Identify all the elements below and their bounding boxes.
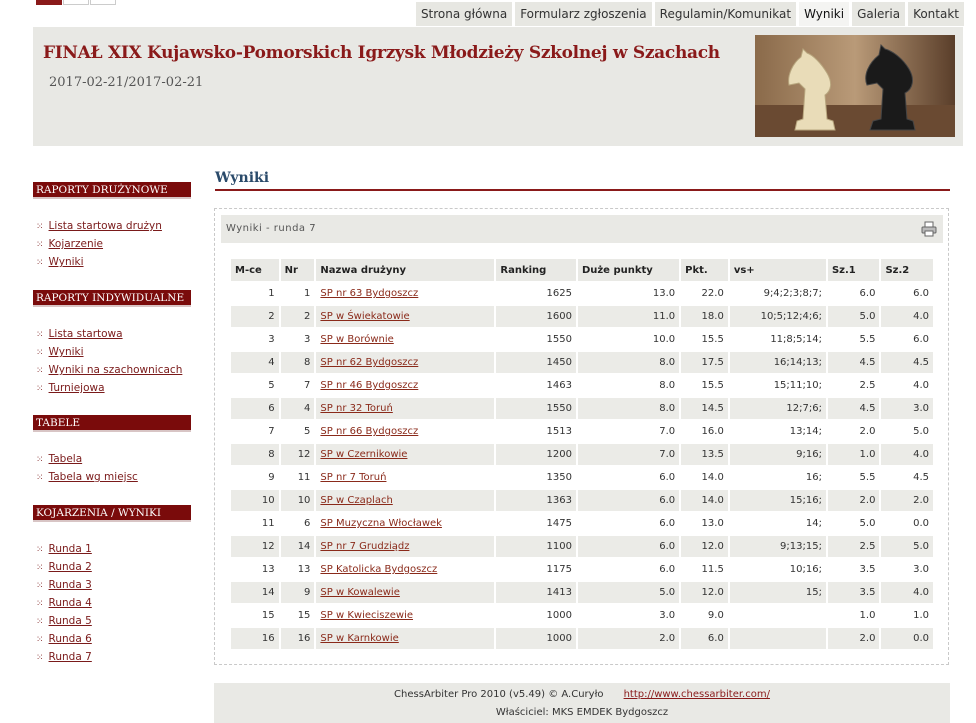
table-row [231, 465, 935, 488]
site-dates: 2017-02-21/2017-02-21 [49, 75, 204, 90]
table-cell: 2.0 [828, 626, 881, 649]
top-square-2 [63, 0, 89, 5]
table-cell: 4 [231, 350, 281, 373]
table-cell: 12;7;6; [730, 396, 828, 419]
table-cell: 6.0 [578, 488, 681, 511]
sidebar-list [36, 450, 138, 486]
nav-tab[interactable]: Formularz zgłoszenia [515, 2, 651, 26]
table-cell: 4.5 [828, 350, 881, 373]
team-cell [316, 603, 496, 626]
team-link[interactable]: SP nr 7 Toruń [320, 472, 387, 483]
team-link[interactable]: SP w Borównie [320, 334, 394, 345]
sidebar-item[interactable] [36, 594, 92, 612]
bullet-icon: ⁙ [36, 455, 44, 465]
table-cell: 1463 [496, 373, 578, 396]
table-cell: 1475 [496, 511, 578, 534]
table-cell: 1.0 [828, 603, 881, 626]
team-link[interactable]: SP Katolicka Bydgoszcz [320, 564, 438, 575]
sidebar-section-title: TABELE [33, 415, 191, 432]
table-cell: 13 [281, 557, 317, 580]
table-cell: 2 [231, 304, 281, 327]
sidebar-item-label[interactable]: Turniejowa [48, 382, 105, 394]
team-cell [316, 465, 496, 488]
table-cell: 14 [231, 580, 281, 603]
table-cell: 2 [281, 304, 317, 327]
table-cell: 10.0 [578, 327, 681, 350]
table-cell: 1000 [496, 603, 578, 626]
team-cell [316, 304, 496, 327]
table-cell: 8 [231, 442, 281, 465]
table-row [231, 511, 935, 534]
top-navigation [416, 2, 964, 26]
team-link[interactable]: SP nr 63 Bydgoszcz [320, 288, 419, 299]
table-cell: 4.0 [881, 580, 935, 603]
table-cell: 22.0 [681, 281, 730, 304]
footer-link[interactable]: http://www.chessarbiter.com/ [623, 689, 770, 700]
table-cell: 1413 [496, 580, 578, 603]
sidebar-item[interactable] [36, 361, 182, 379]
bullet-icon: ⁙ [36, 581, 44, 591]
sidebar-item[interactable] [36, 325, 182, 343]
printer-icon[interactable] [921, 221, 937, 237]
table-cell: 1100 [496, 534, 578, 557]
column-header: vs+ [730, 259, 828, 281]
table-cell: 9;13;15; [730, 534, 828, 557]
sidebar-item-label[interactable]: Kojarzenie [48, 238, 104, 250]
table-cell: 6.0 [828, 281, 881, 304]
table-cell: 9 [281, 580, 317, 603]
bullet-icon: ⁙ [36, 240, 44, 250]
sidebar-item[interactable] [36, 612, 92, 630]
table-cell: 10;5;12;4;6; [730, 304, 828, 327]
table-cell: 3.5 [828, 580, 881, 603]
table-cell: 3 [281, 327, 317, 350]
sidebar-item[interactable] [36, 540, 92, 558]
column-header: Sz.1 [828, 259, 881, 281]
bullet-icon: ⁙ [36, 617, 44, 627]
table-cell: 6.0 [881, 327, 935, 350]
column-header: Sz.2 [881, 259, 935, 281]
team-cell [316, 442, 496, 465]
table-cell: 6 [231, 396, 281, 419]
footer-credit: ChessArbiter Pro 2010 (v5.49) © A.Curyło [394, 689, 604, 700]
nav-tab[interactable]: Kontakt [908, 2, 964, 26]
table-cell: 1550 [496, 327, 578, 350]
sidebar-item-label[interactable]: Runda 7 [48, 651, 92, 663]
table-cell: 12.0 [681, 534, 730, 557]
sidebar-item[interactable] [36, 558, 92, 576]
sidebar-item[interactable] [36, 648, 92, 666]
table-cell: 3 [231, 327, 281, 350]
table-cell: 16 [231, 626, 281, 649]
table-row [231, 304, 935, 327]
table-cell: 13 [231, 557, 281, 580]
table-cell: 3.0 [881, 396, 935, 419]
table-cell: 2.0 [828, 419, 881, 442]
table-row [231, 626, 935, 649]
table-cell: 1200 [496, 442, 578, 465]
table-row [231, 442, 935, 465]
table-cell: 4 [281, 396, 317, 419]
team-cell [316, 580, 496, 603]
sidebar-item-label[interactable]: Wyniki [48, 346, 84, 358]
team-link[interactable]: SP nr 62 Bydgoszcz [320, 357, 419, 368]
table-cell: 16.0 [681, 419, 730, 442]
sidebar-section-title: RAPORTY DRUŻYNOWE [33, 182, 191, 199]
table-row [231, 488, 935, 511]
column-header: Nr [281, 259, 317, 281]
table-cell: 1350 [496, 465, 578, 488]
title-divider [215, 189, 950, 191]
sidebar-item[interactable] [36, 630, 92, 648]
table-cell: 12 [231, 534, 281, 557]
table-cell: 3.0 [881, 557, 935, 580]
team-link[interactable]: SP nr 66 Bydgoszcz [320, 426, 419, 437]
team-link[interactable]: SP w Świekatowie [320, 311, 410, 322]
sidebar-item-label[interactable]: Runda 1 [48, 543, 92, 555]
top-square-1 [36, 0, 62, 5]
table-row [231, 557, 935, 580]
table-cell: 2.5 [828, 373, 881, 396]
table-cell: 3.5 [828, 557, 881, 580]
table-cell: 8.0 [578, 396, 681, 419]
table-cell: 5.0 [578, 580, 681, 603]
table-cell: 6.0 [578, 557, 681, 580]
team-cell [316, 350, 496, 373]
table-cell: 13.5 [681, 442, 730, 465]
table-cell: 4.0 [881, 373, 935, 396]
panel-header [221, 215, 943, 243]
team-cell [316, 396, 496, 419]
sidebar-section-title: RAPORTY INDYWIDUALNE [33, 290, 191, 307]
table-row [231, 603, 935, 626]
nav-tab[interactable]: Regulamin/Komunikat [655, 2, 796, 26]
table-row [231, 580, 935, 603]
table-cell: 11 [231, 511, 281, 534]
team-link[interactable]: SP nr 7 Grudziądz [320, 541, 410, 552]
table-cell: 15;16; [730, 488, 828, 511]
table-cell: 2.0 [578, 626, 681, 649]
table-cell: 2.0 [828, 488, 881, 511]
sidebar-section-title: KOJARZENIA / WYNIKI [33, 505, 191, 522]
sidebar-item[interactable] [36, 576, 92, 594]
sidebar-item-label[interactable]: Runda 2 [48, 561, 92, 573]
team-link[interactable]: SP w Kwieciszewie [320, 610, 413, 621]
table-cell: 5 [281, 419, 317, 442]
sidebar-item-label[interactable]: Runda 6 [48, 633, 92, 645]
team-cell [316, 534, 496, 557]
table-cell: 0.0 [881, 511, 935, 534]
table-cell: 6.0 [578, 465, 681, 488]
table-cell: 18.0 [681, 304, 730, 327]
bullet-icon: ⁙ [36, 330, 44, 340]
table-cell: 8 [281, 350, 317, 373]
table-cell: 1 [231, 281, 281, 304]
top-square-3 [90, 0, 116, 5]
team-cell [316, 419, 496, 442]
table-cell: 7.0 [578, 419, 681, 442]
table-cell: 5.5 [828, 465, 881, 488]
column-header: Nazwa drużyny [316, 259, 496, 281]
table-cell: 15; [730, 580, 828, 603]
table-cell: 6.0 [578, 534, 681, 557]
table-cell [730, 603, 828, 626]
team-link[interactable]: SP w Czaplach [320, 495, 393, 506]
table-cell: 6.0 [881, 281, 935, 304]
table-cell: 15 [231, 603, 281, 626]
table-cell: 1000 [496, 626, 578, 649]
page-header [33, 27, 963, 146]
table-cell: 6.0 [578, 511, 681, 534]
table-cell: 17.5 [681, 350, 730, 373]
table-cell: 8.0 [578, 350, 681, 373]
table-cell: 16;14;13; [730, 350, 828, 373]
table-cell: 13.0 [578, 281, 681, 304]
table-cell: 1600 [496, 304, 578, 327]
table-cell: 2.0 [881, 488, 935, 511]
table-cell: 14; [730, 511, 828, 534]
table-cell: 3.0 [578, 603, 681, 626]
bullet-icon: ⁙ [36, 348, 44, 358]
sidebar-item[interactable] [36, 253, 162, 271]
results-panel [214, 208, 949, 665]
nav-tab[interactable]: Galeria [852, 2, 905, 26]
table-cell: 7 [281, 373, 317, 396]
table-cell: 4.0 [881, 442, 935, 465]
team-cell [316, 281, 496, 304]
table-cell: 9;16; [730, 442, 828, 465]
table-row [231, 419, 935, 442]
nav-tab[interactable]: Wyniki [799, 2, 849, 26]
footer-owner: Właściciel: MKS EMDEK Bydgoszcz [495, 707, 669, 718]
table-cell: 14.0 [681, 465, 730, 488]
table-cell: 1550 [496, 396, 578, 419]
team-cell [316, 557, 496, 580]
sidebar-item[interactable] [36, 379, 182, 397]
table-cell: 10 [231, 488, 281, 511]
bullet-icon: ⁙ [36, 545, 44, 555]
table-cell: 5.0 [828, 511, 881, 534]
team-cell [316, 511, 496, 534]
table-cell: 1 [281, 281, 317, 304]
team-link[interactable]: SP Muzyczna Włocławek [320, 518, 442, 529]
nav-tab[interactable]: Strona główna [416, 2, 512, 26]
table-row [231, 373, 935, 396]
table-cell: 5.0 [881, 534, 935, 557]
table-cell: 10 [281, 488, 317, 511]
bullet-icon: ⁙ [36, 563, 44, 573]
team-cell [316, 373, 496, 396]
column-header: Pkt. [681, 259, 730, 281]
table-cell: 11.0 [578, 304, 681, 327]
table-row [231, 534, 935, 557]
table-cell: 4.5 [881, 465, 935, 488]
sidebar-item-label[interactable]: Runda 4 [48, 597, 92, 609]
table-cell: 4.5 [881, 350, 935, 373]
table-cell: 14.0 [681, 488, 730, 511]
sidebar-item-label[interactable]: Tabela [48, 453, 83, 465]
chess-knights-image [755, 35, 955, 137]
table-cell: 5.0 [881, 419, 935, 442]
table-header-row [231, 259, 935, 281]
bullet-icon: ⁙ [36, 366, 44, 376]
table-cell: 10;16; [730, 557, 828, 580]
table-cell: 7 [231, 419, 281, 442]
team-link[interactable]: SP w Czernikowie [320, 449, 408, 460]
panel-title: Wyniki - runda 7 [226, 223, 317, 234]
table-row [231, 396, 935, 419]
bullet-icon: ⁙ [36, 222, 44, 232]
sidebar-list [36, 325, 182, 397]
team-cell [316, 488, 496, 511]
table-cell: 15.5 [681, 373, 730, 396]
table-cell: 9;4;2;3;8;7; [730, 281, 828, 304]
table-cell: 1450 [496, 350, 578, 373]
table-cell: 5.0 [828, 304, 881, 327]
table-cell: 13.0 [681, 511, 730, 534]
bullet-icon: ⁙ [36, 258, 44, 268]
table-row [231, 281, 935, 304]
table-cell: 0.0 [881, 626, 935, 649]
team-cell [316, 626, 496, 649]
table-cell: 5 [231, 373, 281, 396]
table-row [231, 350, 935, 373]
sidebar-item[interactable] [36, 217, 162, 235]
team-link[interactable]: SP nr 46 Bydgoszcz [320, 380, 419, 391]
table-cell: 6.0 [681, 626, 730, 649]
main-title: Wyniki [215, 170, 270, 186]
table-cell: 8.0 [578, 373, 681, 396]
table-cell: 1175 [496, 557, 578, 580]
team-link[interactable]: SP w Kowalewie [320, 587, 400, 598]
sidebar-item[interactable] [36, 235, 162, 253]
table-cell: 12 [281, 442, 317, 465]
table-cell: 1625 [496, 281, 578, 304]
table-cell: 1513 [496, 419, 578, 442]
results-table [231, 259, 935, 649]
bullet-icon: ⁙ [36, 599, 44, 609]
table-cell: 13;14; [730, 419, 828, 442]
bullet-icon: ⁙ [36, 473, 44, 483]
table-cell [730, 626, 828, 649]
bullet-icon: ⁙ [36, 653, 44, 663]
table-cell: 4.5 [828, 396, 881, 419]
bullet-icon: ⁙ [36, 635, 44, 645]
table-cell: 7.0 [578, 442, 681, 465]
table-cell: 15.5 [681, 327, 730, 350]
column-header: Ranking [496, 259, 578, 281]
site-title: FINAŁ XIX Kujawsko-Pomorskich Igrzysk Młodzieży Szkolnej w Szachach [43, 43, 720, 63]
column-header: Duże punkty [578, 259, 681, 281]
table-cell: 1363 [496, 488, 578, 511]
bullet-icon: ⁙ [36, 384, 44, 394]
sidebar-list [36, 217, 162, 271]
team-link[interactable]: SP w Karnkowie [320, 633, 399, 644]
table-cell: 11.5 [681, 557, 730, 580]
table-cell: 1.0 [881, 603, 935, 626]
sidebar-item-label[interactable]: Wyniki [48, 256, 84, 268]
table-cell: 9.0 [681, 603, 730, 626]
table-cell: 11 [281, 465, 317, 488]
sidebar-item-label[interactable]: Wyniki na szachownicach [48, 364, 183, 376]
table-cell: 12.0 [681, 580, 730, 603]
table-cell: 5.5 [828, 327, 881, 350]
sidebar-item-label[interactable]: Lista startowa drużyn [48, 220, 162, 232]
sidebar-item[interactable] [36, 468, 138, 486]
table-cell: 16 [281, 626, 317, 649]
sidebar-item-label[interactable]: Tabela wg miejsc [48, 471, 138, 483]
table-cell: 1.0 [828, 442, 881, 465]
team-link[interactable]: SP nr 32 Toruń [320, 403, 393, 414]
table-body [231, 281, 935, 649]
table-cell: 6 [281, 511, 317, 534]
sidebar-list [36, 540, 92, 666]
table-cell: 14.5 [681, 396, 730, 419]
table-cell: 16; [730, 465, 828, 488]
table-cell: 15;11;10; [730, 373, 828, 396]
team-cell [316, 327, 496, 350]
table-cell: 14 [281, 534, 317, 557]
column-header: M-ce [231, 259, 281, 281]
sidebar-item-label[interactable]: Runda 5 [48, 615, 92, 627]
sidebar-item-label[interactable]: Runda 3 [48, 579, 92, 591]
table-row [231, 327, 935, 350]
sidebar-item-label[interactable]: Lista startowa [48, 328, 123, 340]
sidebar-item[interactable] [36, 343, 182, 361]
table-cell: 4.0 [881, 304, 935, 327]
page-footer [214, 683, 950, 723]
table-cell: 9 [231, 465, 281, 488]
sidebar-item[interactable] [36, 450, 138, 468]
table-cell: 15 [281, 603, 317, 626]
table-cell: 11;8;5;14; [730, 327, 828, 350]
table-cell: 2.5 [828, 534, 881, 557]
